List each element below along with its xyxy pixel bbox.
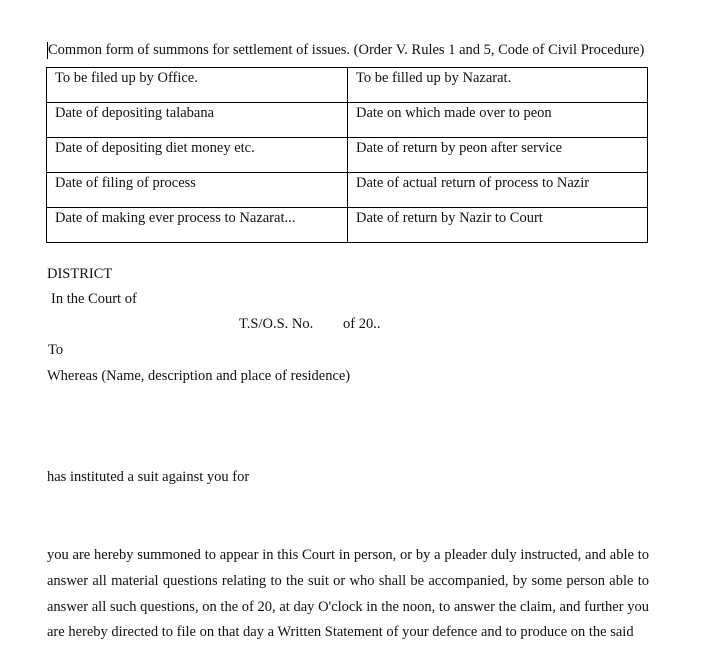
table-row (47, 138, 648, 173)
nazarat-cell: Date of actual return of process to Nazir (348, 173, 648, 208)
office-cell: Date of making ever process to Nazarat... (47, 208, 348, 243)
instituted-text: has instituted a suit against you for (47, 469, 250, 485)
office-cell: Date of depositing talabana (47, 103, 348, 138)
whereas-label: Whereas (Name, description and place of residence) (47, 368, 351, 384)
table-row (47, 103, 648, 138)
table-row (47, 68, 648, 103)
nazarat-cell: Date of return by peon after service (348, 138, 648, 173)
office-cell: To be filed up by Office. (47, 68, 348, 103)
nazarat-cell: To be filled up by Nazarat. (348, 68, 648, 103)
to-label: To (48, 342, 64, 358)
suit-year-label: of 20.. (343, 316, 381, 332)
table-row (47, 208, 648, 243)
office-cell: Date of depositing diet money etc. (47, 138, 348, 173)
nazarat-cell: Date on which made over to peon (348, 103, 648, 138)
court-label: In the Court of (51, 291, 137, 307)
nazarat-cell: Date of return by Nazir to Court (348, 208, 648, 243)
form-heading: Common form of summons for settlement of issues. (Order V. Rules 1 and 5, Code of Civil Procedure) (48, 42, 645, 58)
office-nazarat-table (46, 67, 648, 243)
district-label: DISTRICT (47, 266, 113, 282)
table-row (47, 173, 648, 208)
suit-number-label: T.S/O.S. No. (239, 316, 314, 332)
office-cell: Date of filing of process (47, 173, 348, 208)
summons-paragraph: you are hereby summoned to appear in this Court in person, or by a pleader duly instructed, and able to answer all material questions relating to the suit or who shall be accompanied, by some person able to answer all such questions, on the of 20, at day O'clock in the noon, to answer the claim, and further you are hereby directed to file on that day a Written Statement of your defence and to produce on the said (47, 547, 649, 641)
